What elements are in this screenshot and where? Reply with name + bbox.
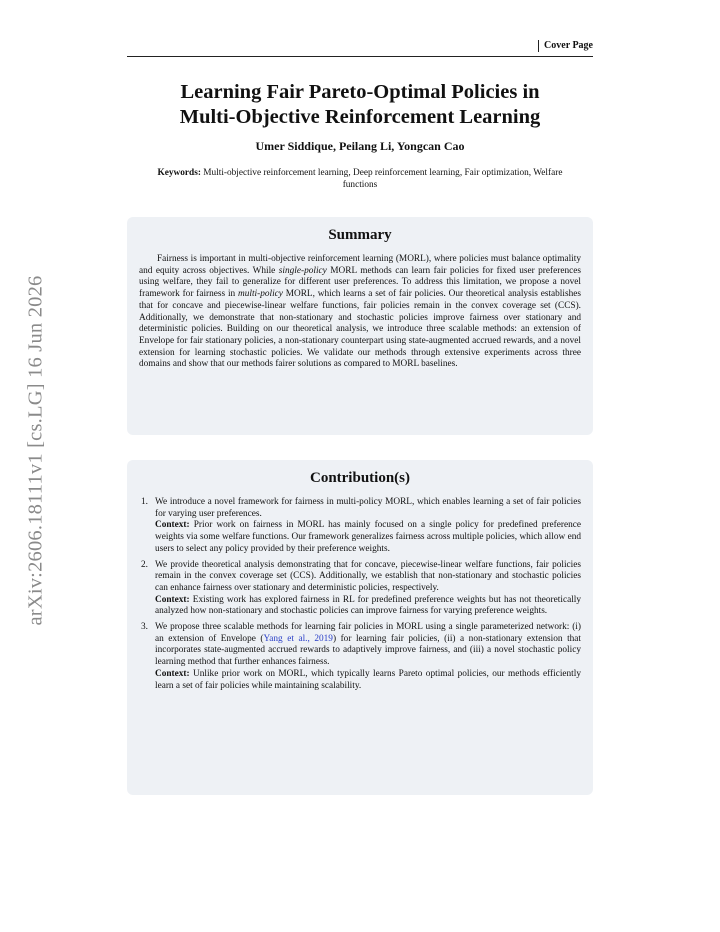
citation-link[interactable]: Yang et al., 2019 [263, 633, 333, 644]
summary-emphasis-single-policy: single-policy [278, 265, 327, 276]
context-label: Context: [155, 668, 190, 679]
contributions-heading: Contribution(s) [309, 470, 410, 486]
summary-text-part-3: MORL, which learns a set of fair policies. Our theoretical analysis establishes that for concave and piecewise-linear welfare functions, fair policies remain in the convex coverage set (CCS). Additionally, we demonstrate that non-stationary and stochastic policies improve fairness over stationary and deterministic policies. Building on our theoretical analysis, we introduce three scalable methods: an extension of Envelope for fair stationary policies, a non-stationary counterpart using state-augmented accrued rewards, and a novel extension for learning stochastic policies. We validate our methods through extensive experiments across three domains and show that our methods fairer solutions as compared to MORL baselines. [139, 289, 581, 370]
arxiv-identifier-text: arXiv:2606.18111v1 [cs.LG] 16 Jun 2026 [24, 275, 47, 625]
contribution-text-part-b: ) for learning fair policies, (ii) a non-stationary extension that incorporates state-augmented accrued rewards to adaptively improve fairness, and (iii) a novel stochastic policy learning method that further enhances fairness. [155, 633, 582, 668]
contribution-number: 1. [141, 497, 148, 507]
context-label: Context: [155, 520, 190, 531]
context-text: Prior work on fairness in MORL has mainly focused on a single policy for predefined preference weights via some welfare functions. Our framework generalizes fairness across multiple policies, which allow end users to select any policy provided by their preference weights. [155, 520, 581, 554]
contribution-number: 2. [141, 559, 148, 570]
context-label: Context: [155, 594, 190, 605]
arxiv-identifier-stamp [18, 258, 54, 642]
contributions-list [139, 497, 581, 692]
contribution-text: We introduce a novel framework for fairness in multi-policy MORL, which enables learning a set of fair policies for varying user preferences. [155, 497, 581, 519]
contributions-box [127, 460, 593, 795]
contribution-number: 3. [141, 622, 148, 633]
context-text: Existing work has explored fairness in RL for predefined preference weights but has not theoretically analyzed how non-stationary and stochastic policies can improve fairness for varying preference weights. [155, 594, 582, 617]
summary-box [127, 217, 593, 435]
keywords-text: Multi-objective reinforcement learning, Deep reinforcement learning, Fair optimization, Welfare functions [203, 168, 563, 190]
context-text: Unlike prior work on MORL, which typically learns Pareto optimal policies, our methods efficiently learn a set of fair policies while maintaining scalability. [155, 668, 581, 691]
page-header [127, 40, 593, 57]
contribution-item-2 [139, 560, 581, 619]
paper-title [127, 80, 593, 130]
title-line-1: Learning Fair Pareto-Optimal Policies in [180, 81, 540, 103]
summary-text-part-1: Fairness is important in multi-objective reinforcement learning (MORL), where policies must balance optimality and equity across objectives. While [139, 254, 581, 276]
contribution-item-3 [139, 622, 581, 692]
keywords-label: Keywords: [157, 168, 201, 178]
summary-paragraph [139, 254, 581, 371]
contribution-item-1 [139, 497, 581, 556]
header-label: Cover Page [538, 40, 593, 52]
keywords [150, 167, 570, 191]
summary-emphasis-multi-policy: multi-policy [238, 289, 283, 300]
summary-text-part-2: MORL methods can learn fair policies for fixed user preferences using welfare, they fail to generalize for different user preferences. To address this limitation, we propose a novel framework for fairness in [139, 265, 581, 300]
summary-heading: Summary [328, 227, 392, 243]
contribution-text: We provide theoretical analysis demonstrating that for concave, piecewise-linear welfare functions, fair policies remain in the convex coverage set (CCS). Additionally, we establish that non-stationary and stochastic policies can enhance fairness over stationary and deterministic policies, respectively. [155, 559, 581, 593]
contribution-text-part-a: We propose three scalable methods for learning fair policies in MORL using a single parameterized network: (i) an extension of Envelope ( [155, 622, 581, 644]
title-line-2: Multi-Objective Reinforcement Learning [179, 106, 541, 128]
authors: Umer Siddique, Peilang Li, Yongcan Cao [255, 139, 465, 153]
